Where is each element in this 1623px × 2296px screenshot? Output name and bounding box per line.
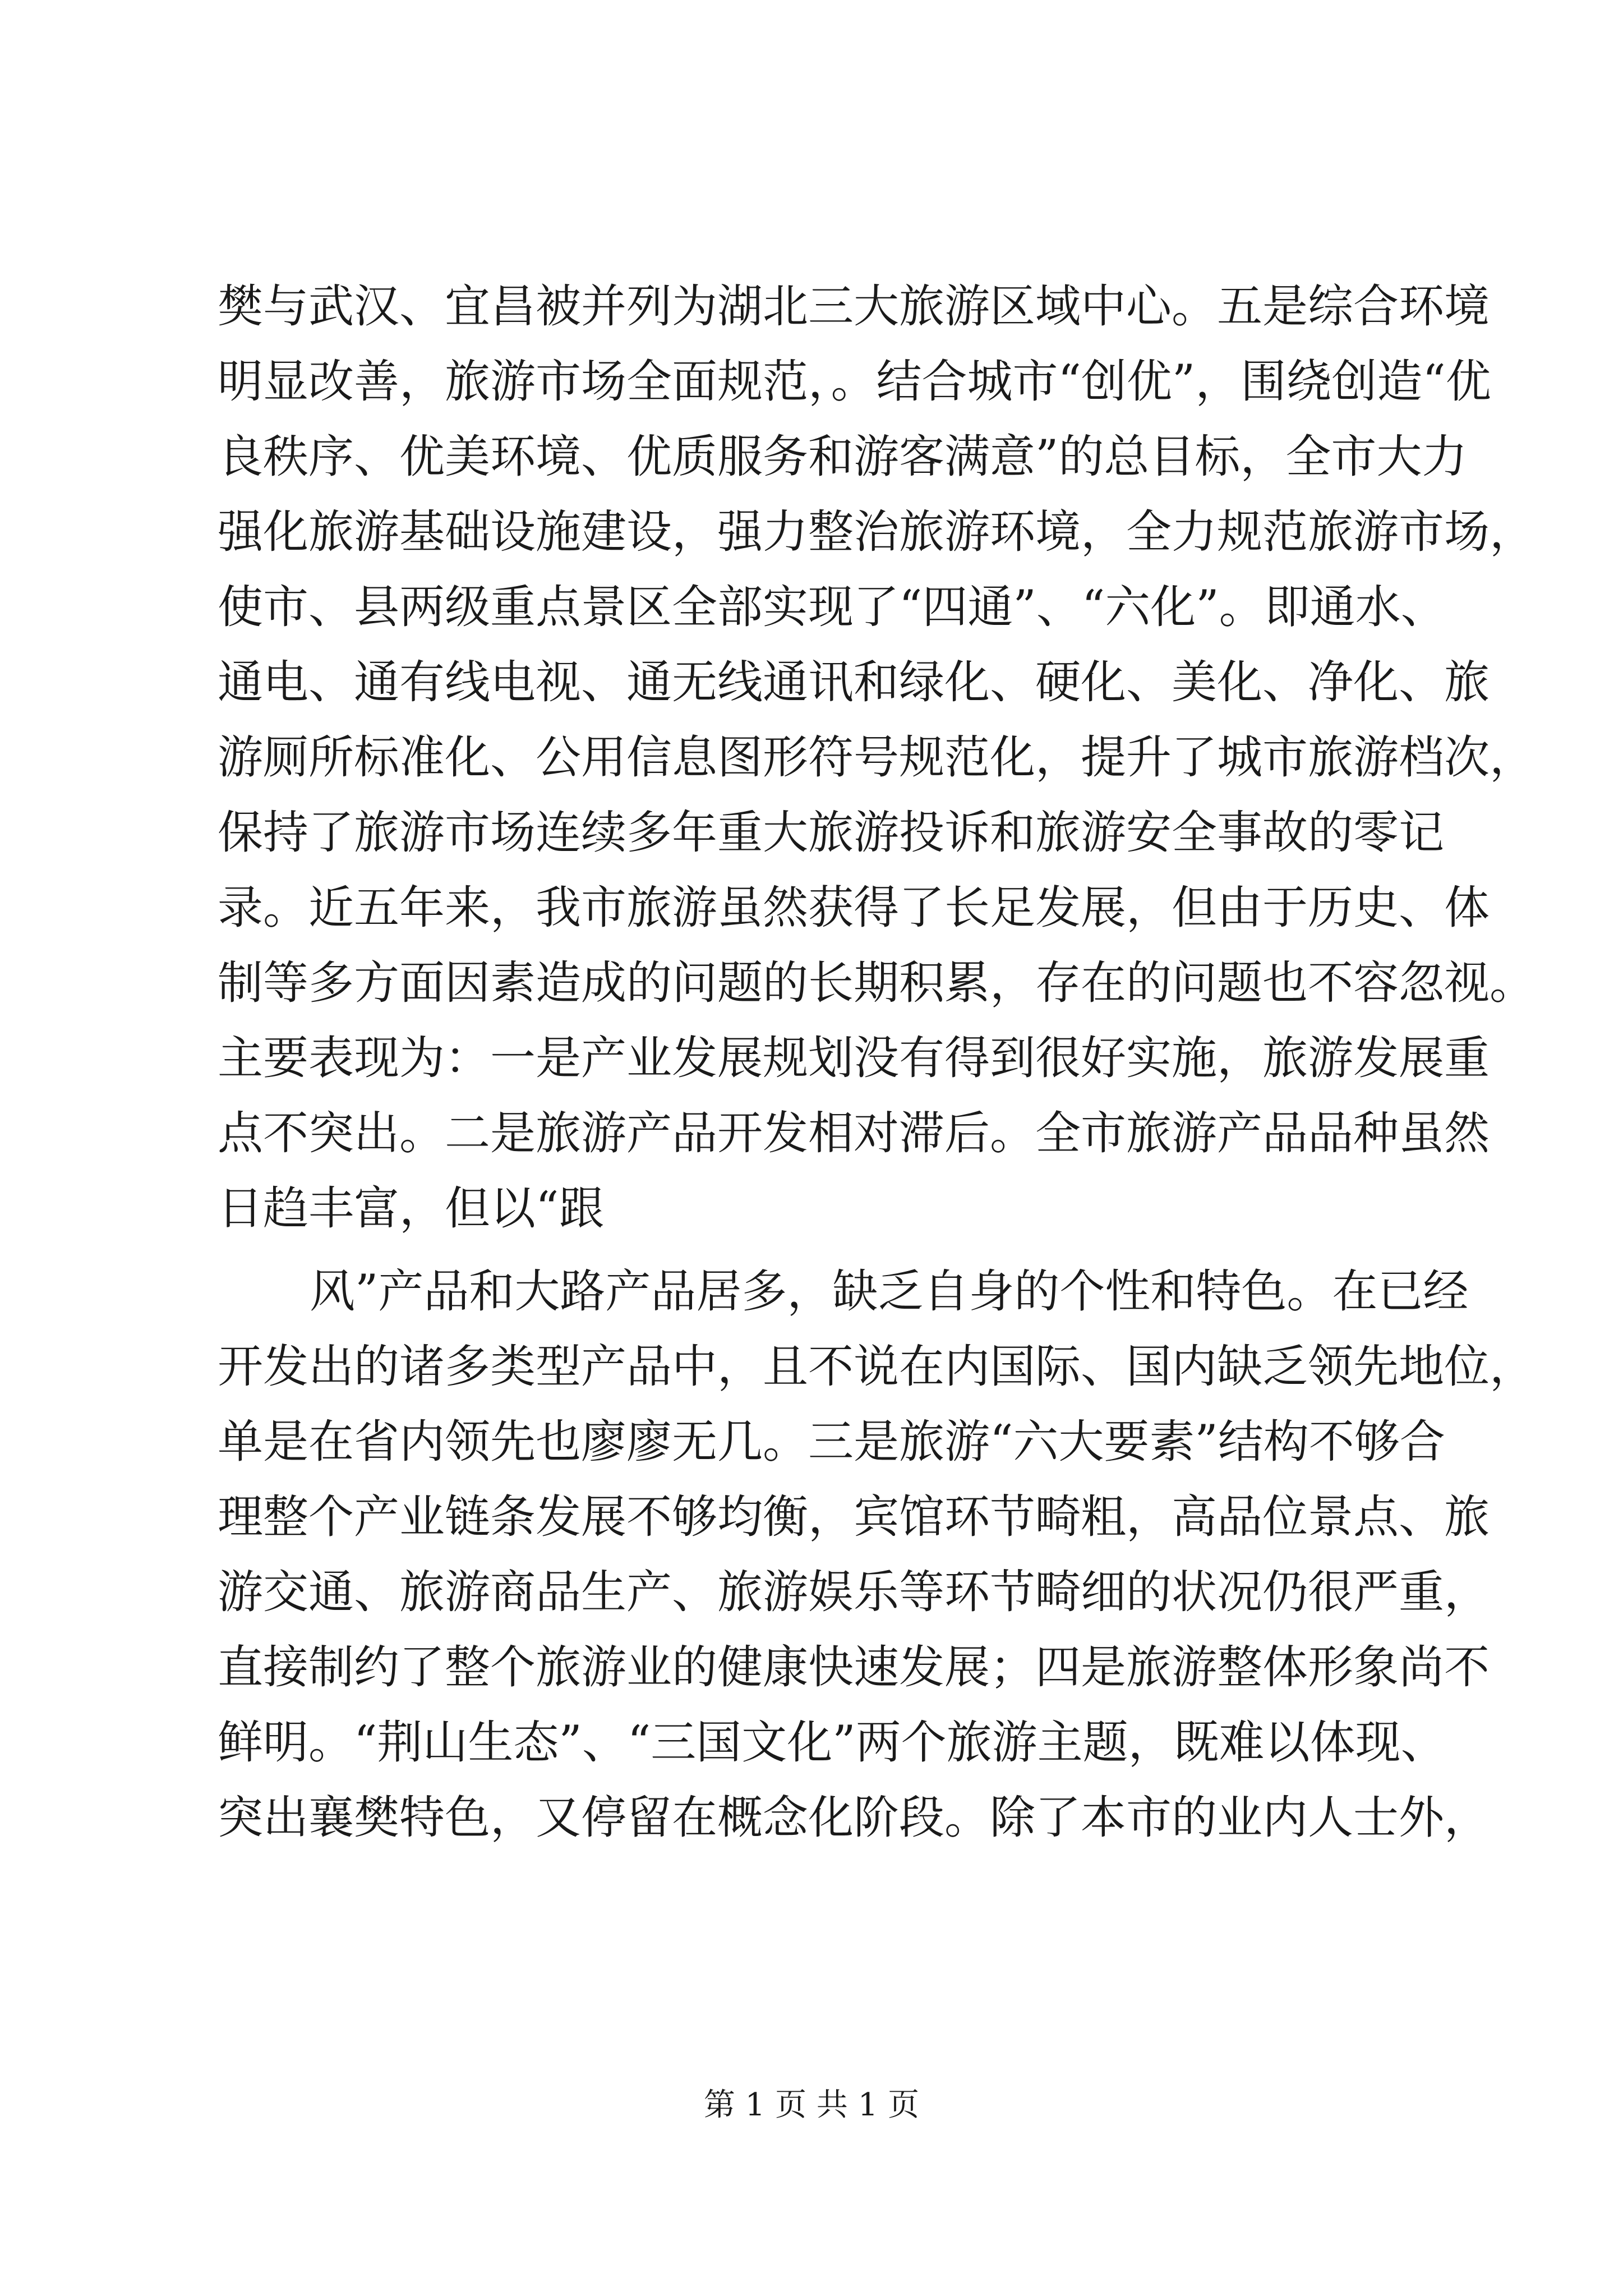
paragraph1-line: 制等多方面因素造成的问题的长期积累，存在的问题也不容忽视。 — [218, 957, 1536, 1010]
paragraph1-line: 日趋丰富，但以“跟 — [218, 1182, 605, 1235]
paragraph2-line: 突出襄樊特色，又停留在概念化阶段。除了本市的业内人士外， — [218, 1792, 1490, 1844]
paragraph2-line: 鲜明。“荆山生态”、“三国文化”两个旅游主题，既难以体现、 — [218, 1717, 1446, 1769]
paragraph2-line: 单是在省内领先也廖廖无几。三是旅游“六大要素”结构不够合 — [218, 1416, 1445, 1469]
paragraph1-line: 游厕所标准化、公用信息图形符号规范化，提升了城市旅游档次， — [218, 731, 1536, 784]
paragraph1-line: 主要表现为：一是产业发展规划没有得到很好实施，旅游发展重 — [218, 1032, 1490, 1085]
paragraph2-line: 理整个产业链条发展不够均衡，宾馆环节畸粗，高品位景点、旅 — [218, 1491, 1490, 1544]
paragraph1-line: 保持了旅游市场连续多年重大旅游投诉和旅游安全事故的零记 — [218, 807, 1445, 859]
page-number: 第 1 页 共 1 页 — [703, 2087, 920, 2123]
paragraph2-line: 开发出的诸多类型产品中，且不说在内国际、国内缺乏领先地位， — [218, 1341, 1536, 1393]
paragraph1-line: 使市、县两级重点景区全部实现了“四通”、“六化”。即通水、 — [218, 581, 1446, 634]
paragraph2-line: 直接制约了整个旅游业的健康快速发展；四是旅游整体形象尚不 — [218, 1641, 1490, 1694]
paragraph1-line: 点不突出。二是旅游产品开发相对滞后。全市旅游产品品种虽然 — [218, 1107, 1490, 1160]
paragraph1-line: 明显改善，旅游市场全面规范，。结合城市“创优”，围绕创造“优 — [218, 356, 1491, 408]
paragraph1-line: 强化旅游基础设施建设，强力整治旅游环境，全力规范旅游市场， — [218, 506, 1536, 559]
paragraph1-line: 良秩序、优美环境、优质服务和游客满意”的总目标，全市大力 — [218, 431, 1468, 484]
paragraph2-line: 游交通、旅游商品生产、旅游娱乐等环节畸细的状况仍很严重， — [218, 1566, 1490, 1619]
document-body — [218, 269, 1536, 1856]
paragraph1-line: 录。近五年来，我市旅游虽然获得了长足发展，但由于历史、体 — [218, 882, 1490, 935]
page-footer — [0, 2086, 1623, 2125]
paragraph1-line: 通电、通有线电视、通无线通讯和绿化、硬化、美化、净化、旅 — [218, 656, 1490, 709]
paragraph1-line: 樊与武汉、宜昌被并列为湖北三大旅游区域中心。五是综合环境 — [218, 280, 1490, 333]
paragraph2-line: 风”产品和大路产品居多，缺乏自身的个性和特色。在已经 — [310, 1266, 1469, 1318]
